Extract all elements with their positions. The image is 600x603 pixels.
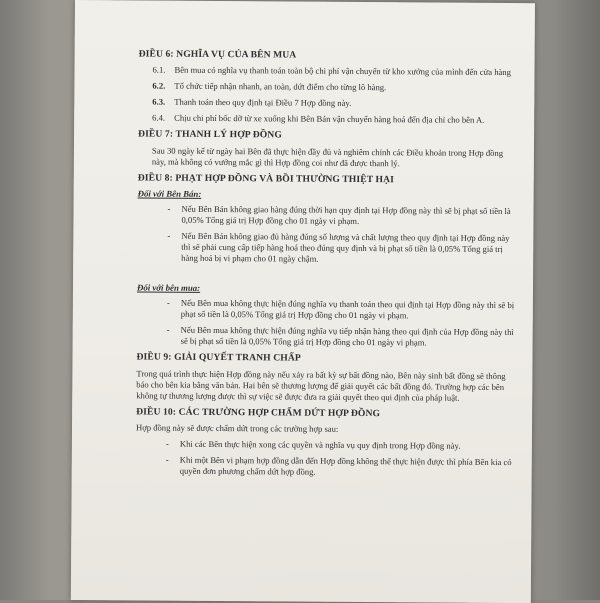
seller-subheading: Đối với Bên Bán: [137,188,202,199]
buyer-penalty-item [167,325,517,349]
article-6-item [152,97,518,111]
page-content [136,48,519,483]
article-10-intro: Hợp đồng này sẽ được chấm dứt trong các trường hợp sau: [135,422,339,434]
buyer-subheading: Đối với bên mua: [136,282,201,293]
seller-penalty-item [167,231,517,266]
item-text: Chịu chi phí bốc dỡ từ xe xuống khi Bên Bán vận chuyển hàng hoá đến địa chỉ cho bên A. [174,112,485,126]
article-10-heading: ĐIỀU 10: CÁC TRƯỜNG HỢP CHẤM DỨT HỢP ĐỒNG [136,405,381,419]
bullet-mark: - [165,438,169,449]
article-6-heading: ĐIỀU 6: NGHĨA VỤ CỦA BÊN MUA [138,48,297,61]
article-9-heading: ĐIỀU 9: GIẢI QUYẾT TRANH CHẤP [136,351,301,364]
article-6-item [152,81,518,95]
item-number: 6.1. [152,64,166,75]
item-text: Nếu Bên mua không thực hiện đúng nghĩa vụ thanh toán theo qui định tại Hợp đồng này thì sẽ bị phạt số tiền là 0,05% Tổng giá trị Hợp đồng cho 01 ngày vi phạm. [180,298,515,321]
item-number: 6.2. [152,80,166,91]
item-number: 6.4. [152,112,166,123]
termination-item [166,438,516,451]
item-text: Bên mua có nghĩa vụ thanh toán toàn bộ chi phí vận chuyển từ kho xưởng của mình đến cửa hàng [174,64,511,78]
article-9-text: Trong quá trình thực hiện Hợp đồng này nếu xảy ra bất kỳ sự bất đồng nào, Bên này sinh bất đồng sẽ thông báo cho bên kia bằng văn bản. Hai bên sẽ thương lượng để giải quyết các bất đồng đó. Trường hợp các bên không tự thương lượng được thì sự việc sẽ được đưa ra giải quyết theo qui định của pháp luật. [136,368,506,403]
spacer [137,268,517,283]
item-text: Thanh toán theo quy định tại Điều 7 Hợp đồng này. [174,96,352,109]
article-6-item [152,113,518,127]
bullet-mark: - [166,297,170,308]
item-text: Tổ chức tiếp nhận nhanh, an toàn, dứt điểm cho từng lô hàng. [174,80,387,93]
termination-item [166,454,516,478]
buyer-penalty-item [167,298,517,322]
article-6-item [152,65,518,79]
article-7-heading: ĐIỀU 7: THANH LÝ HỢP ĐỒNG [138,128,282,141]
item-text: Nếu Bên Bán không giao hàng đúng thời hạn quy định tại Hợp đồng này thì sẽ bị phạt số tiền là 0,05% Tổng giá trị Hợp đồng cho 01 ngày vi phạm. [181,203,511,227]
bullet-mark: - [167,230,171,241]
bullet-mark: - [165,454,169,465]
bullet-mark: - [167,203,171,214]
article-7-text: Sau 30 ngày kể từ ngày hai Bên đã thực hiện đầy đủ và nghiêm chỉnh các Điều khoản trong Hợp đồng này, mà không có vướng mắc gì thì Hợp đồng coi như đã được thanh lý. [151,145,504,168]
contract-page [71,0,535,603]
seller-penalty-item [167,204,517,228]
item-number: 6.3. [152,96,166,107]
article-8-heading: ĐIỀU 8: PHẠT HỢP ĐỒNG VÀ BỒI THƯỜNG THIỆT HẠI [137,171,395,185]
item-text: Khi các Bên thực hiện xong các quyền và nghĩa vụ quy định trong Hợp đồng này. [179,438,461,451]
item-text: Khi một Bên vi phạm hợp đồng dẫn đến Hợp đồng không thể thực hiện được thì phía Bên kia có quyền đơn phương chấm dứt hợp đồng. [179,454,512,477]
bullet-mark: - [166,324,170,335]
item-text: Nếu Bên Bán không giao đủ hàng đúng số lượng và chất lượng theo quy định tại Hợp đồng này thì sẽ phải cung cấp tiếp hàng hoá theo đúng quy định và bị phạt số tiền là 0,05% Tổng giá trị hàng hoá bị vi phạm cho 01 ngày chậm. [181,230,510,264]
item-text: Nếu Bên mua không thực hiện đúng nghĩa vụ tiếp nhận hàng theo qui định của Hợp đồng này thì sẽ bị phạt số tiền là 0,05% Tổng giá trị Hợp đồng cho 01 ngày vi phạm. [180,325,514,348]
